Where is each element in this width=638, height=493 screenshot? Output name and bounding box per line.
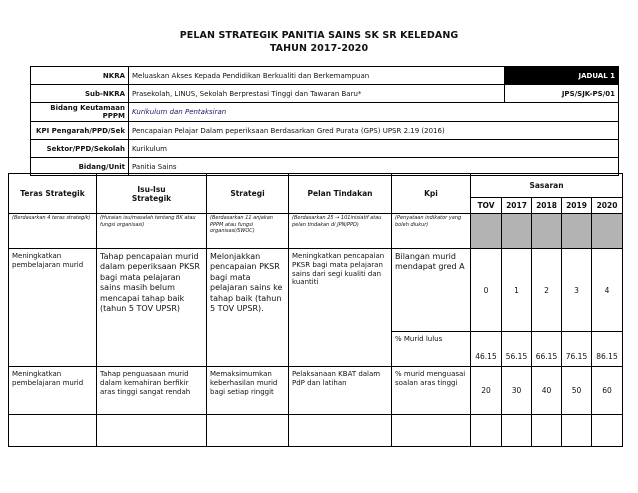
note-pelan: (Berdasarkan 25 → 101inisiatif atau pelan tindakan di JPN/PPD) — [289, 214, 392, 249]
header-row-1 — [9, 174, 623, 198]
row1-value: 2 — [532, 249, 562, 332]
table-row — [9, 367, 623, 415]
sektor-label: Sektor/PPD/Sekolah — [31, 140, 129, 158]
empty-cell — [471, 415, 502, 447]
info-row-bidang — [31, 103, 619, 122]
document-title: PELAN STRATEGIK PANITIA SAINS SK SR KELEDANG — [179, 30, 459, 41]
row1-value2: 56.15 — [502, 332, 532, 367]
unit-label: Bidang/Unit — [31, 158, 129, 176]
grey-cell — [532, 214, 562, 249]
empty-cell — [289, 415, 392, 447]
empty-row — [9, 415, 623, 447]
row1-isu: Tahap pencapaian murid dalam peperiksaan PKSR bagi mata pelajaran sains masih belum mencapai tahap baik (tahun 5 TOV UPSR) — [97, 249, 207, 367]
empty-cell — [592, 415, 623, 447]
empty-cell — [532, 415, 562, 447]
info-table — [30, 66, 619, 176]
info-row-nkra — [31, 67, 619, 85]
info-row-kpi — [31, 122, 619, 140]
row1-value2: 86.15 — [592, 332, 623, 367]
document-subtitle: TAHUN 2017-2020 — [269, 43, 369, 54]
row2-value: 40 — [532, 367, 562, 415]
subnkra-label: Sub-NKRA — [31, 85, 129, 103]
bidang-value: Kurikulum dan Pentaksiran — [129, 103, 619, 122]
row1-pelan: Meningkatkan pencapaian PKSR bagi mata pelajaran sains dari segi kualiti dan kuantiti — [289, 249, 392, 367]
grey-cell — [471, 214, 502, 249]
jadual-label: JADUAL 1 — [505, 67, 619, 85]
row1-value: 1 — [502, 249, 532, 332]
kpi-value: Pencapaian Pelajar Dalam peperiksaan Berdasarkan Gred Purata (GPS) UPSR 2.19 (2016) — [129, 122, 619, 140]
empty-cell — [562, 415, 592, 447]
grey-cell — [502, 214, 532, 249]
row2-isu: Tahap penguasaan murid dalam kemahiran berfikir aras tinggi sangat rendah — [97, 367, 207, 415]
sektor-value: Kurikulum — [129, 140, 619, 158]
header-year: 2020 — [592, 198, 623, 214]
row1-teras: Meningkatkan pembelajaran murid — [9, 249, 97, 367]
empty-cell — [502, 415, 532, 447]
row1-value: 0 — [471, 249, 502, 332]
nkra-value: Meluaskan Akses Kepada Pendidikan Berkualiti dan Berkemampuan — [129, 67, 505, 85]
row2-pelan: Pelaksanaan KBAT dalam PdP dan latihan — [289, 367, 392, 415]
subnkra-value: Prasekolah, LINUS, Sekolah Berprestasi Tinggi dan Tawaran Baru* — [129, 85, 505, 103]
empty-cell — [97, 415, 207, 447]
empty-cell — [9, 415, 97, 447]
note-kpi: (Penyataan indikator yang boleh diukur) — [392, 214, 471, 249]
note-teras: (Berdasarkan 4 teras strategik) — [9, 214, 97, 249]
header-year: TOV — [471, 198, 502, 214]
kpi-label: KPI Pengarah/PPD/Sek — [31, 122, 129, 140]
note-strategi: (Berdasarkan 11 anjakan PPPM atau fungsi organisasi/SWOC) — [207, 214, 289, 249]
header-year: 2017 — [502, 198, 532, 214]
header-isu: Isu-Isu Strategik — [97, 174, 207, 214]
row1-value: 3 — [562, 249, 592, 332]
row2-value: 50 — [562, 367, 592, 415]
row1-value2: 66.15 — [532, 332, 562, 367]
grey-cell — [562, 214, 592, 249]
row2-strategi: Memaksimumkan keberhasilan murid bagi setiap ringgit — [207, 367, 289, 415]
bidang-label: Bidang Keutamaan PPPM — [31, 103, 129, 122]
header-strategi: Strategi — [207, 174, 289, 214]
row1-kpi2: % Murid lulus — [392, 332, 471, 367]
header-kpi: Kpi — [392, 174, 471, 214]
grey-cell — [592, 214, 623, 249]
header-year: 2018 — [532, 198, 562, 214]
header-sasaran: Sasaran — [471, 174, 623, 198]
row1-value2: 76.15 — [562, 332, 592, 367]
row1-strategi: Melonjakkan pencapaian PKSR bagi mata pelajaran sains ke tahap baik (tahun 5 TOV UPSR). — [207, 249, 289, 367]
row2-kpi: % murid menguasai soalan aras tinggi — [392, 367, 471, 415]
empty-cell — [207, 415, 289, 447]
row2-teras: Meningkatkan pembelajaran murid — [9, 367, 97, 415]
note-isu: (Huraian isu/masalah tentang BK atau fungsi organisasi) — [97, 214, 207, 249]
header-teras: Teras Strategik — [9, 174, 97, 214]
header-year: 2019 — [562, 198, 592, 214]
empty-cell — [392, 415, 471, 447]
code-label: JPS/SJK-PS/01 — [505, 85, 619, 103]
strategy-table — [8, 173, 623, 447]
row1-value: 4 — [592, 249, 623, 332]
row1-kpi1: Bilangan murid mendapat gred A — [392, 249, 471, 332]
row2-value: 20 — [471, 367, 502, 415]
table-row — [9, 249, 623, 332]
nkra-label: NKRA — [31, 67, 129, 85]
info-row-sektor — [31, 140, 619, 158]
header-pelan: Pelan Tindakan — [289, 174, 392, 214]
row2-value: 30 — [502, 367, 532, 415]
unit-value: Panitia Sains — [129, 158, 619, 176]
row1-value2: 46.15 — [471, 332, 502, 367]
info-row-subnkra — [31, 85, 619, 103]
notes-row — [9, 214, 623, 249]
row2-value: 60 — [592, 367, 623, 415]
